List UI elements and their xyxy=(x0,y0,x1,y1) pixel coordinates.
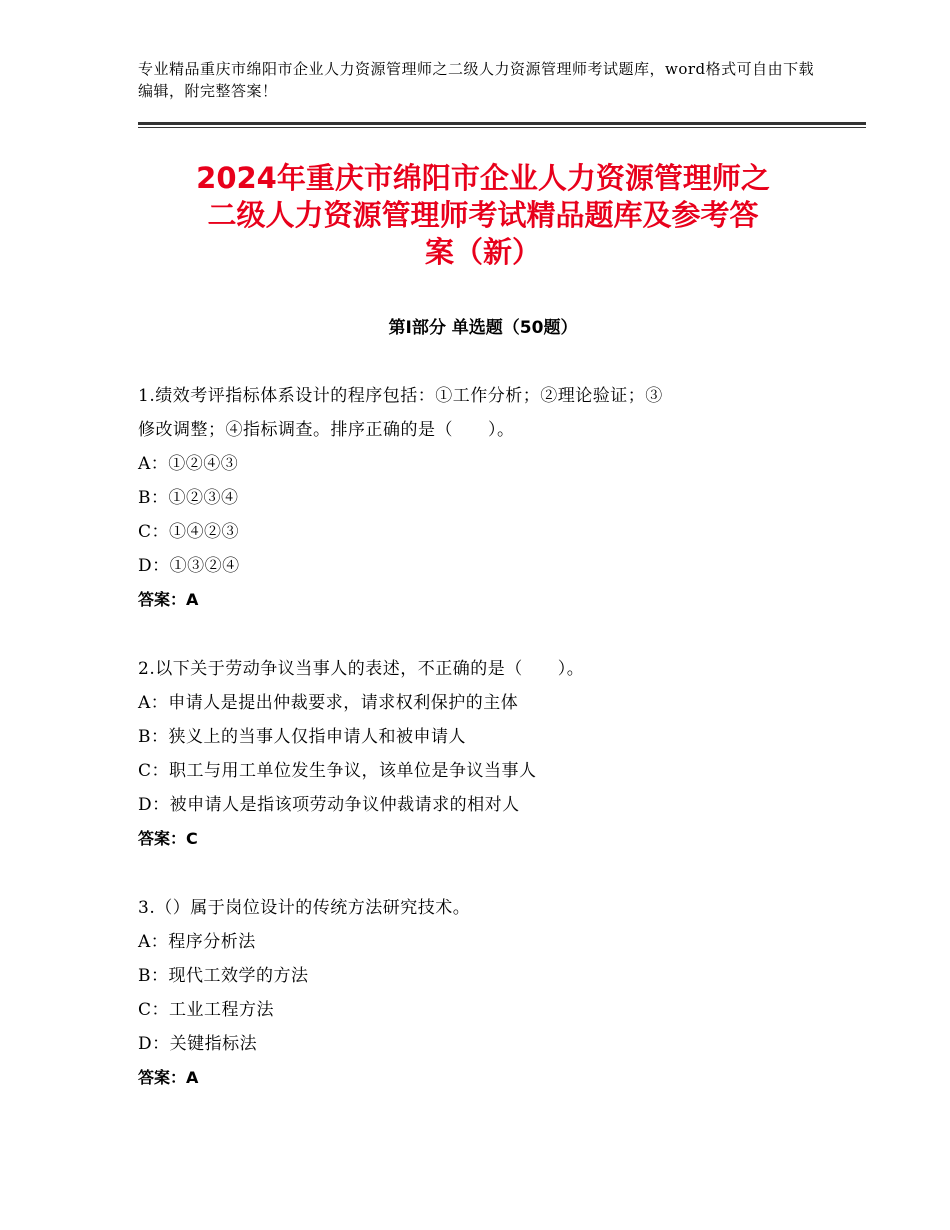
question-stem: 修改调整；④指标调查。排序正确的是（ ）。 xyxy=(138,420,515,440)
title-line: 2024年重庆市绵阳市企业人力资源管理师之 xyxy=(196,161,770,195)
question-stem: 3.（）属于岗位设计的传统方法研究技术。 xyxy=(138,898,471,918)
option-a: A：①②④③ xyxy=(138,454,239,474)
option-c: C：①④②③ xyxy=(138,522,240,542)
header-divider-thin xyxy=(138,127,866,128)
section-heading: 第Ⅰ部分 单选题（50题） xyxy=(388,318,578,338)
answer: 答案：A xyxy=(138,1068,199,1087)
option-b: B：①②③④ xyxy=(138,488,239,508)
option-b: B：狭义上的当事人仅指申请人和被申请人 xyxy=(138,727,466,747)
title-line: 二级人力资源管理师考试精品题库及参考答 xyxy=(207,198,759,232)
title-line: 案（新） xyxy=(424,235,541,269)
option-c: C：工业工程方法 xyxy=(138,1000,275,1020)
question-stem: 1.绩效考评指标体系设计的程序包括：①工作分析；②理论验证；③ xyxy=(138,386,663,406)
header-divider-thick xyxy=(138,122,866,125)
header-note: 专业精品重庆市绵阳市企业人力资源管理师之二级人力资源管理师考试题库，word格式可自由下载编辑，附完整答案！ xyxy=(138,60,815,100)
option-d: D：被申请人是指该项劳动争议仲裁请求的相对人 xyxy=(138,795,520,815)
option-d: D：①③②④ xyxy=(138,556,240,576)
question-stem: 2.以下关于劳动争议当事人的表述，不正确的是（ ）。 xyxy=(138,659,585,679)
answer: 答案：C xyxy=(138,829,198,848)
option-d: D：关键指标法 xyxy=(138,1034,258,1054)
document-title xyxy=(138,160,828,271)
option-b: B：现代工效学的方法 xyxy=(138,966,309,986)
question-2 xyxy=(138,652,838,856)
answer: 答案：A xyxy=(138,590,199,609)
option-c: C：职工与用工单位发生争议，该单位是争议当事人 xyxy=(138,761,537,781)
option-a: A：申请人是提出仲裁要求，请求权利保护的主体 xyxy=(138,693,519,713)
question-1 xyxy=(138,379,838,617)
question-3 xyxy=(138,891,838,1095)
option-a: A：程序分析法 xyxy=(138,932,256,952)
